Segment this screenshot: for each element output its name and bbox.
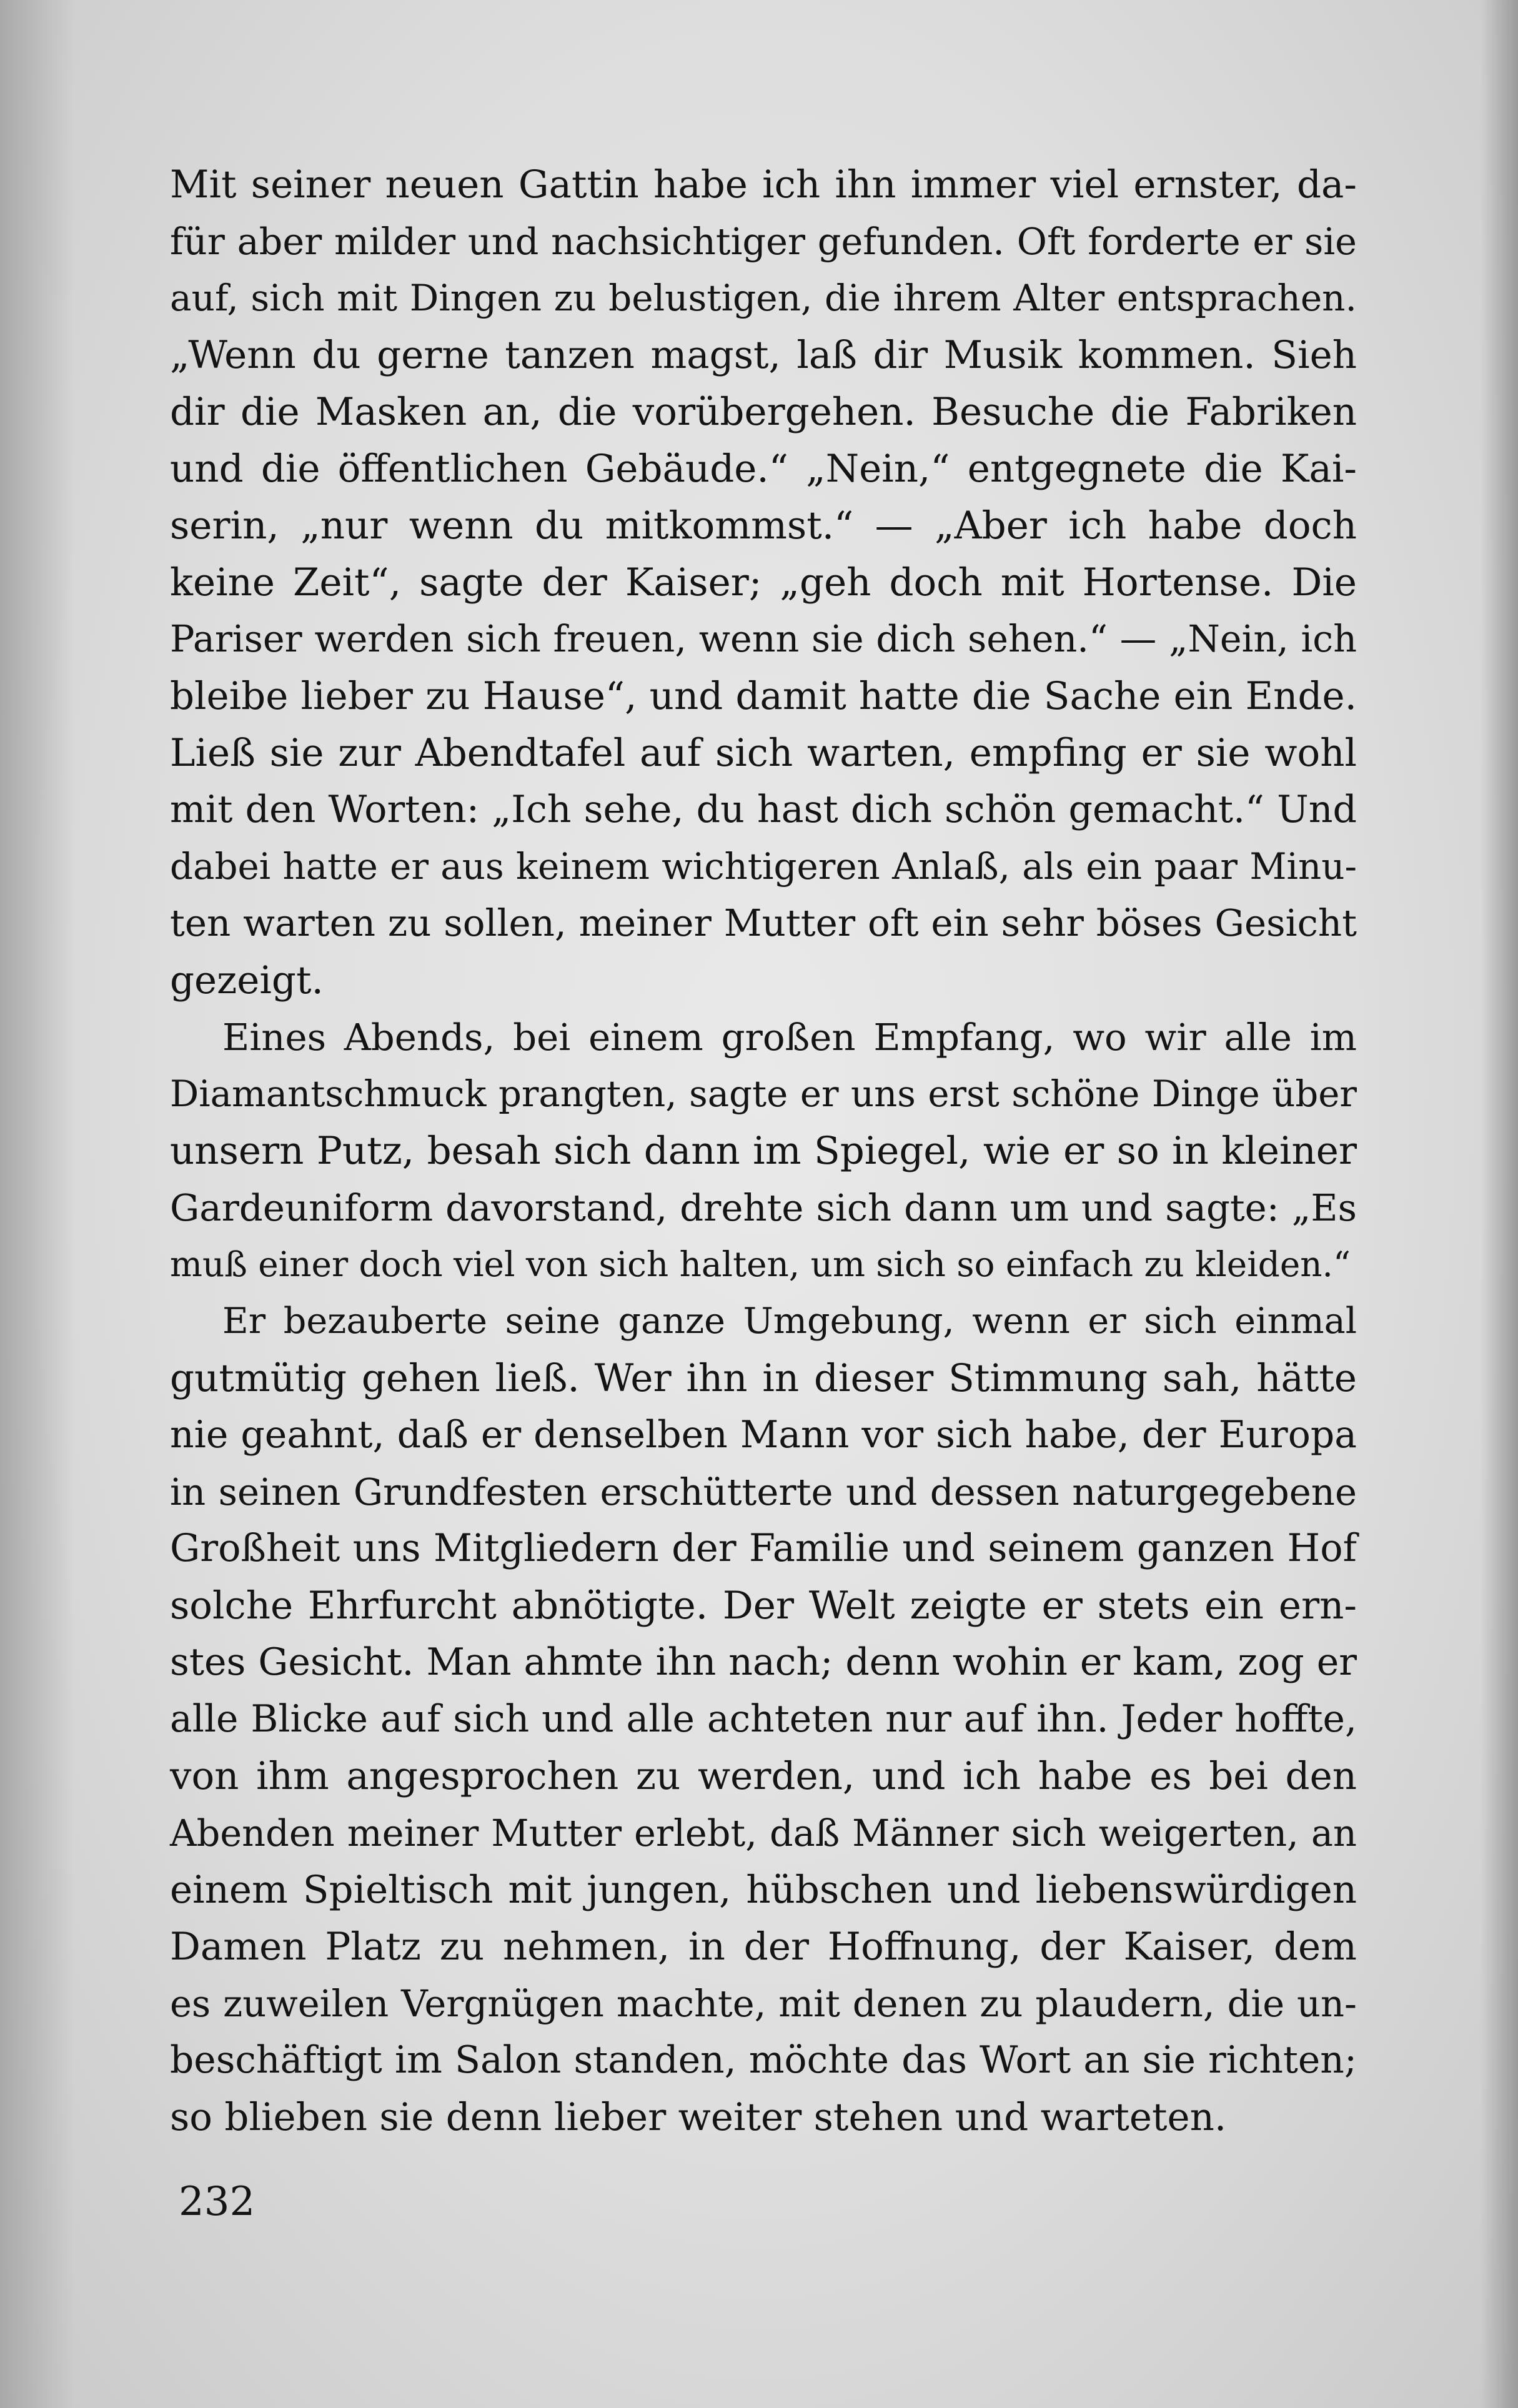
text-line: alle Blicke auf sich und alle achteten nur auf ihn. Jeder hoffte, [170,1697,1357,1741]
text-line: es zuweilen Vergnügen machte, mit denen zu plaudern, die un- [170,1982,1357,2025]
text-line: „Wenn du gerne tanzen magst, laß dir Musik kommen. Sieh [170,333,1357,377]
text-line: muß einer doch viel von sich halten, um sich so einfach zu kleiden.“ [170,1244,1351,1284]
page-edge-shadow-right [1481,0,1518,2408]
text-line: Mit seiner neuen Gattin habe ich ihn immer viel ernster, da- [170,162,1357,207]
text-line: nie geahnt, daß er denselben Mann vor sich habe, der Europa [170,1413,1357,1457]
text-line: Gardeuniform davorstand, drehte sich dann um und sagte: „Es [170,1186,1357,1229]
page-edge-shadow-left [0,0,75,2408]
text-line: Er bezauberte seine ganze Umgebung, wenn er sich einmal [222,1301,1357,1342]
text-line: gezeigt. [170,958,324,1003]
text-line: ten warten zu sollen, meiner Mutter oft ein sehr böses Gesicht [170,902,1357,945]
text-line: beschäftigt im Salon standen, möchte das Wort an sie richten; [170,2038,1357,2082]
paragraph-2 [170,1009,1357,1293]
text-line: einem Spieltisch mit jungen, hübschen und liebenswürdigen [170,1868,1357,1912]
text-line: mit den Worten: „Ich sehe, du hast dich schön gemacht.“ Und [170,788,1357,831]
text-line: dabei hatte er aus keinem wichtigeren Anlaß, als ein paar Minu- [170,845,1357,888]
text-line: bleibe lieber zu Hause“, und damit hatte die Sache ein Ende. [170,674,1357,718]
text-line: stes Gesicht. Man ahmte ihn nach; denn wohin er kam, zog er [170,1640,1357,1684]
text-line: so blieben sie denn lieber weiter stehen und warteten. [170,2095,1227,2139]
text-line: keine Zeit“, sagte der Kaiser; „geh doch mit Hortense. Die [170,560,1357,605]
paragraph-1 [170,156,1357,1009]
text-line: Damen Platz zu nehmen, in der Hoffnung, der Kaiser, dem [170,1925,1357,1969]
text-line: gutmütig gehen ließ. Wer ihn in dieser Stimmung sah, hätte [170,1356,1357,1400]
text-line: von ihm angesprochen zu werden, und ich habe es bei den [170,1754,1357,1798]
text-line: Abenden meiner Mutter erlebt, daß Männer sich weigerten, an [170,1811,1357,1855]
text-line: und die öffentlichen Gebäude.“ „Nein,“ entgegnete die Kai- [170,447,1357,491]
text-line: für aber milder und nachsichtiger gefunden. Oft forderte er sie [170,220,1357,263]
text-line: serin, „nur wenn du mitkommst.“ — „Aber ich habe doch [170,503,1357,548]
text-line: auf, sich mit Dingen zu belustigen, die ihrem Alter entsprachen. [170,277,1357,319]
text-line: unsern Putz, besah sich dann im Spiegel, wie er so in kleiner [170,1129,1357,1173]
body-text [170,156,1357,2146]
text-line: solche Ehrfurcht abnötigte. Der Welt zeigte er stets ein ern- [170,1583,1357,1628]
text-line: Diamantschmuck prangten, sagte er uns erst schöne Dinge über [170,1073,1357,1115]
text-line: dir die Masken an, die vorübergehen. Besuche die Fabriken [170,390,1357,434]
text-line: Großheit uns Mitgliedern der Familie und seinem ganzen Hof [170,1527,1357,1570]
text-line: Pariser werden sich freuen, wenn sie dich sehen.“ — „Nein, ich [170,618,1357,660]
text-line: Ließ sie zur Abendtafel auf sich warten, empfing er sie wohl [170,731,1357,775]
text-line: in seinen Grundfesten erschütterte und dessen naturgegebene [170,1470,1357,1514]
text-line: Eines Abends, bei einem großen Empfang, wo wir alle im [222,1016,1357,1059]
page-number: 232 [179,2179,255,2225]
paragraph-3 [170,1293,1357,2146]
